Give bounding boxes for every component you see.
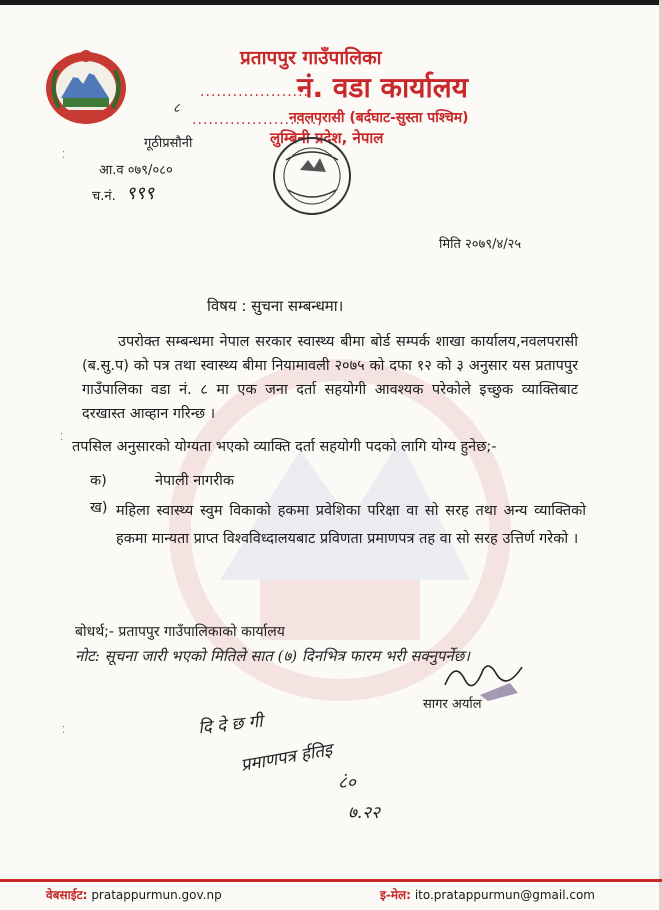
cc-line: बोधर्थ;- प्रतापपुर गाउँपालिकाको कार्यालय <box>75 624 285 640</box>
ward-number-blank: .................... <box>200 84 310 100</box>
footer-email <box>380 886 595 903</box>
letter-page: प्रतापपुर गाउँपालिका .................... नं. वडा कार्यालय ८ ......................., नवलपरासी (बर्दघाट-सुस्ता पश्चिम) लुम्बिनी प्रदेश, नेपाल गूठीप्रसौनी आ.व ०७९/०८० च.नं. ९९९ मिति २०७९/४/२५ विषय : सुचना सम्बन्धमा। उपरोक्त सम्बन्धमा नेपाल सरकार स्वास्थ्य बीमा बोर्ड सम्पर्क शाखा कार्यालय,नवलपरासी (ब.सु.प) को पत्र तथा स्वास्थ्य बीमा नियामावली २०७५ को दफा १२ को ३ अनुसार यस प्रतापपुर गाउँपालिका वडा नं. ८ मा एक जना दर्ता सहयोगी आवश्यक परेकोले इच्छुक व्याक्तिबाट दरखास्त आव्हान गरिन्छ । तपसिल अनुसारको योग्यता भएको व्याक्ति दर्ता सहयोगी पदको लागि योग्य हुनेछ;- क) नेपाली नागरीक ख) महिला स्वास्थ्य स्वुम विकाको हकमा प्रवेशिका परिक्षा वा सो सरह तथा अन्य व्याक्तिको हकमा मान्यता प्राप्त विश्वविध्दालयबाट प्रविणता प्रमाणपत्र तह वा सो सरह उत्तिर्ण गरेको । बोधर्थ;- प्रतापपुर गाउँपालिकाको कार्यालय नोट: सूचना जारी भएको मितिले सात (७) दिनभित्र फारम भरी सक्नुपर्नेछ। सागर अर्याल दि दे छ गी प्रमाणपत्र र्हतिइ ८ं० ७.२२ ⁚ ⁚ ⁚ वेबसाईट: pratappurmun.gov.np इ-मेल: ito.pratappurmun@gmail.com <box>0 0 662 910</box>
handwritten-scrawl-3: ८ं० <box>338 773 356 793</box>
handwritten-scrawl-1: दि दे छ गी <box>197 711 264 739</box>
requirement-b-text: महिला स्वास्थ्य स्वुम विकाको हकमा प्रवेशिका परिक्षा वा सो सरह तथा अन्य व्याक्तिको हकमा मान्यता प्राप्त विश्वविध्दालयबाट प्रविणता प्रमाणपत्र तह वा सो सरह उत्तिर्ण गरेको । <box>116 503 586 547</box>
requirements-intro: तपसिल अनुसारको योग्यता भएको व्याक्ति दर्ता सहयोगी पदको लागि योग्य हुनेछ;- <box>72 439 497 455</box>
handwritten-scrawl-4: ७.२२ <box>348 803 380 823</box>
notice-body <box>82 330 578 426</box>
footer-website <box>46 886 222 903</box>
website-label: वेबसाईट: <box>46 888 88 902</box>
top-border <box>0 0 662 5</box>
location-blank: ......................., <box>192 112 323 128</box>
municipality-name: प्रतापपुर गाउँपालिका <box>240 47 382 69</box>
email-value[interactable]: ito.pratappurmun@gmail.com <box>414 888 595 902</box>
fiscal-year: आ.व ०७९/०८० <box>99 163 173 178</box>
footer-divider <box>0 879 662 882</box>
notice-body-text: उपरोक्त सम्बन्धमा नेपाल सरकार स्वास्थ्य बीमा बोर्ड सम्पर्क शाखा कार्यालय,नवलपरासी (ब.सु.प) को पत्र तथा स्वास्थ्य बीमा नियामावली २०७५ को दफा १२ को ३ अनुसार यस प्रतापपुर गाउँपालिका वडा नं. ८ मा एक जना दर्ता सहयोगी आवश्यक परेकोले इच्छुक व्याक्तिबाट दरखास्त आव्हान गरिन्छ । <box>82 334 578 422</box>
nepal-emblem-icon <box>43 48 129 126</box>
email-label: इ-मेल: <box>380 888 411 902</box>
letter-date: मिति २०७९/४/२५ <box>439 237 522 252</box>
website-value[interactable]: pratappurmun.gov.np <box>91 888 222 902</box>
handwritten-scrawl-2: प्रमाणपत्र र्हतिइ <box>239 740 334 776</box>
signatory-name: सागर अर्याल <box>423 697 482 712</box>
ch-number: ९९९ <box>126 183 155 204</box>
subject-line: विषय : सुचना सम्बन्धमा। <box>207 297 344 315</box>
ward-number-handwritten: ८ <box>173 101 180 116</box>
office-place: गूठीप्रसौनी <box>144 136 193 151</box>
office-seal-icon <box>266 130 362 222</box>
province-line: लुम्बिनी प्रदेश, नेपाल <box>270 129 384 147</box>
requirement-a-text: नेपाली नागरीक <box>155 473 235 489</box>
handwritten-note: नोट: सूचना जारी भएको मितिले सात (७) दिनभित्र फारम भरी सक्नुपर्नेछ। <box>75 647 470 665</box>
requirement-a-label: क) <box>90 473 107 489</box>
district-line: नवलपरासी (बर्दघाट-सुस्ता पश्चिम) <box>289 110 469 126</box>
requirement-b-label: ख) <box>90 500 108 516</box>
ch-number-label: च.नं. <box>92 189 116 204</box>
ward-office-title: नं. वडा कार्यालय <box>297 71 468 104</box>
